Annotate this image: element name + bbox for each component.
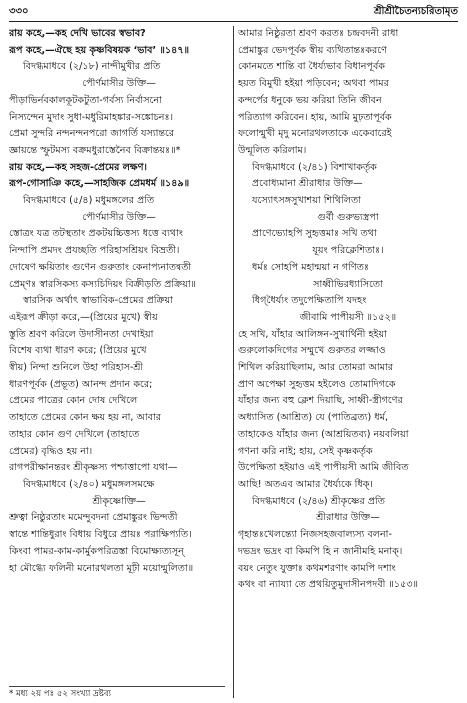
text-line: প্রাণেভ্যোহপি সুহৃত্তমাঃ সখি তথা xyxy=(252,228,377,240)
column-divider xyxy=(233,26,234,698)
text-line: সাধ্বীভিরধ্যাসিতো xyxy=(313,278,383,290)
text-line: কোনমতে শান্তি বা ধৈর্য্যভাব বিধানপূর্বক xyxy=(238,61,385,73)
text-line: রূপ-গোসাঞি কহে,—সাহজিক প্রেমধর্ম ॥১৪৯॥ xyxy=(9,178,190,190)
text-line: উপেক্ষিতা হইয়াও এই পাপীয়সী আমি জীবিত xyxy=(238,462,409,474)
text-line: বিদগ্ধমাধবে (২/৪১) বিশাখাকর্তৃক xyxy=(252,161,377,173)
text-line: প্রেমা সুন্দরি নন্দনন্দনপরো জাগর্তি যস্যান্তরে xyxy=(9,128,175,140)
text-line: শিথিল করিয়াছিলাম, আর তোমরা আমার xyxy=(238,362,394,374)
text-line: গুরুলোকদিগের সম্মুখে গুরুতর লজ্জাও xyxy=(238,345,386,357)
text-line: শ্রীরাধার উক্তি— xyxy=(316,512,380,524)
text-line: পৌর্ণমাসীর উক্তি— xyxy=(82,78,156,90)
text-line: প্রেমের পাত্রের কোন দোষ দেখিলে xyxy=(9,395,138,407)
text-line: জ্ঞায়ন্তে স্ফুটমস্য বক্রমধুরাস্তেনৈব বিক্রান্তয়ঃ॥* xyxy=(9,144,181,156)
text-line: স্তুতি শ্রবণ করিলে উদাসীনতা দেখাইয়া xyxy=(9,328,154,340)
text-line: প্রাণ অপেক্ষা সুহৃত্তম হইলেও তোমাদিগকে xyxy=(238,378,396,390)
text-line: তাহার কোন গুণ দেখিলে (তাহাতে xyxy=(9,428,140,440)
text-line: তাহাতে প্রেমের কোন ক্ষয় হয় না, আবার xyxy=(9,412,162,424)
text-line: পৌর্ণমাসীর উক্তি— xyxy=(82,211,156,223)
text-line: উন্মূলিত করিলাম। xyxy=(238,144,307,156)
text-line: প্রবোধ্যমানা শ্রীরাধার উক্তি— xyxy=(252,178,363,190)
text-line: কিংবা পামর-কাম-কার্মুকপরিত্রস্তা বিমোক্ষ্যত্যসূন্ xyxy=(9,545,184,557)
text-line: আছি! অতএব আমার ধৈর্য্যকে ধিক্। xyxy=(238,478,373,490)
text-line: যূয়ং পরিক্লেশিতাঃ। xyxy=(312,245,384,257)
text-line: রাগপরীক্ষানন্তরং শ্রীকৃষ্ণস্য পশ্চাত্তাপো যথা— xyxy=(9,462,178,474)
page-header xyxy=(9,3,458,22)
text-line: নিন্দাপি প্রমদং প্রযচ্ছতি পরিহাসশ্রিয়ং বিভ্রতী। xyxy=(9,245,180,257)
text-line: পীড়াভির্নবকালকূটকটুতা-গর্বস্য নির্বাসনো xyxy=(9,94,162,106)
text-line: কথং বা ন্যায্যা তে প্রথয়িতুমুদাসীনপদবী ॥১৫৩॥ xyxy=(238,579,419,591)
text-line: ধর্মঃ সোহপি মহান্ময়া ন গণিতঃ xyxy=(252,261,370,273)
text-line: ধারণপূর্বক (প্রভূত) আনন্দ প্রদান করে; xyxy=(9,378,153,390)
text-line: অধ্যাসিত (আশ্রিত) যে (পাতিব্রত্য) ধর্ম, xyxy=(238,412,389,424)
text-line: জীবামি পাপীয়সী ॥১৫২॥ xyxy=(299,311,397,323)
text-line: রূপ কহে,—ঐছে হয় কৃষ্ণবিষয়ক ‘ভাব’ ॥১৪৭॥ xyxy=(9,44,189,56)
left-column xyxy=(9,26,229,698)
text-line: কন্দর্পের ধনুকে ভয় করিয়া তিনি জীবন xyxy=(238,94,382,106)
text-line: প্রেম্ণঃ স্বারসিকস্য কস্যচিদিয়ং বিক্রীড়তি প্রক্রিয়া॥ xyxy=(9,278,197,290)
text-line: গুর্বী গুরুভ্যস্ত্রপা xyxy=(317,211,379,223)
text-line: বিশেষ ব্যথা ধারণ করে; (প্রিয়ের মুখে xyxy=(9,345,147,357)
text-line: স্বীয়) নিন্দা শুনিলে উহা পরিহাস-শ্রী xyxy=(9,362,144,374)
text-line: হা মৌগ্ধ্যে ফলিনী মনোরথলতা মূঢ়ী ময়োন্মুলিতা॥ xyxy=(9,562,194,574)
text-line: বয়ং নেতুং যুক্তাঃ কথমশরণাং কামপি দশাং xyxy=(238,562,396,574)
text-line: হে সখি, যাঁহার আলিঙ্গন-সুখার্থিনী হইয়া xyxy=(238,328,387,340)
text-line: হয়ত বিমুখী হইয়া পড়িবেন; অথবা পামর xyxy=(238,78,389,90)
text-line: ফলোন্মুখী মৃদু মনোরথলতাকে একেবারেই xyxy=(238,128,392,140)
text-line: শ্রুত্বা নিষ্ঠুরতাং মমেন্দুবদনা প্রেমাঙ্কুরং ভিন্দতী xyxy=(9,512,178,524)
text-line: প্রেমাঙ্কুর ভেদপূর্বক স্বীয় ব্যথিতান্তঃকরণে xyxy=(238,44,387,56)
text-line: দভদ্রং ভদ্রং বা কিমপি হি ন জানীমহি মনাক্। xyxy=(238,545,403,557)
text-line: স্বান্তে শান্তিধুরাং বিধায় বিধুরে প্রায়ঃ পরাক্ষিপ্যতি। xyxy=(9,529,192,541)
text-line: বিদগ্ধমাধবে (২/৪০) মধুমঙ্গলসমক্ষে xyxy=(23,478,155,490)
text-line: আমার নিষ্ঠুরতা শ্রবণ করতঃ চন্দ্রবদনী রাধা xyxy=(238,28,399,39)
text-line: বিদগ্ধমাধবে (২/৪৬) শ্রীকৃষ্ণের প্রতি xyxy=(252,495,385,507)
text-line: নিস্যন্দেন মুদাং সুধা-মধুরিমাহঙ্কার-সঙ্কোচনঃ। xyxy=(9,111,174,123)
page-number: ৩৩০ xyxy=(9,6,29,17)
text-line: পরিত্যাগ করিবেন। হায়, আমি মুঢ়তাপূর্বক xyxy=(238,111,392,123)
text-line: ধিগ্‌ধৈর্য্যং তদুপেক্ষিতাপি যদহং xyxy=(252,295,367,307)
text-line: এইরূপ ক্রীড়া করে,—(প্রিয়ের মুখে) স্বীয় xyxy=(9,311,158,323)
text-line: দোষেণ ক্ষয়িতাং গুণেন গুরুতাং কেনাপ্যনাতন্বতী xyxy=(9,261,192,273)
text-line: গণনা করি নাই; হায়, সেই কৃষ্ণকর্তৃক xyxy=(238,445,373,457)
text-line: বিদগ্ধমাধবে (২/১৮) নান্দীমুখীর প্রতি xyxy=(23,61,161,73)
text-line: প্রেমের) বৃদ্ধিও হয় না। xyxy=(9,445,93,457)
text-line: স্বারসিক অর্থাৎ স্বাভাবিক-প্রেমের প্রক্রিয়া xyxy=(23,295,173,307)
text-line: রায় কহে,—কহ দেখি ভাবের স্বভাব? xyxy=(9,28,146,39)
text-line: যাঁহার জন্য বহু ক্লেশ দিয়াছি, সাধ্বী-স্ত্রীগণের xyxy=(238,395,403,407)
right-column xyxy=(238,26,458,698)
text-line: রায় কহে,—কহ সহজ-প্রেমের লক্ষণ। xyxy=(9,161,147,173)
text-line: স্তোত্রং যত্র তটস্থতাং প্রকটয়চ্চিত্তস্য ধত্তে ব্যথাং xyxy=(9,228,183,240)
text-line: তাহাকেও যাঁহার জন্য (আশ্রয়িতব্য) নয়বলিয়া xyxy=(238,428,409,440)
two-column-body xyxy=(9,26,458,698)
text-line: যস্যোৎসঙ্গসুখাশয়া শিথিলিতা xyxy=(252,195,361,207)
footnote: * মধ্য ২য় পঃ ৫২ সংখ্যা দ্রষ্টব্য xyxy=(9,686,225,701)
text-line: শ্রীকৃষ্ণোক্তি— xyxy=(92,495,146,507)
text-line: বিদগ্ধমাধবে (৫/৪) মধুমঙ্গলের প্রতি xyxy=(23,195,155,207)
running-title: শ্রীশ্রীচৈতন্যচরিতামৃত xyxy=(374,6,458,17)
text-line: গৃহান্তঃখেলন্ত্যো নিজসহজবাল্যস্য বলনা- xyxy=(238,529,392,541)
